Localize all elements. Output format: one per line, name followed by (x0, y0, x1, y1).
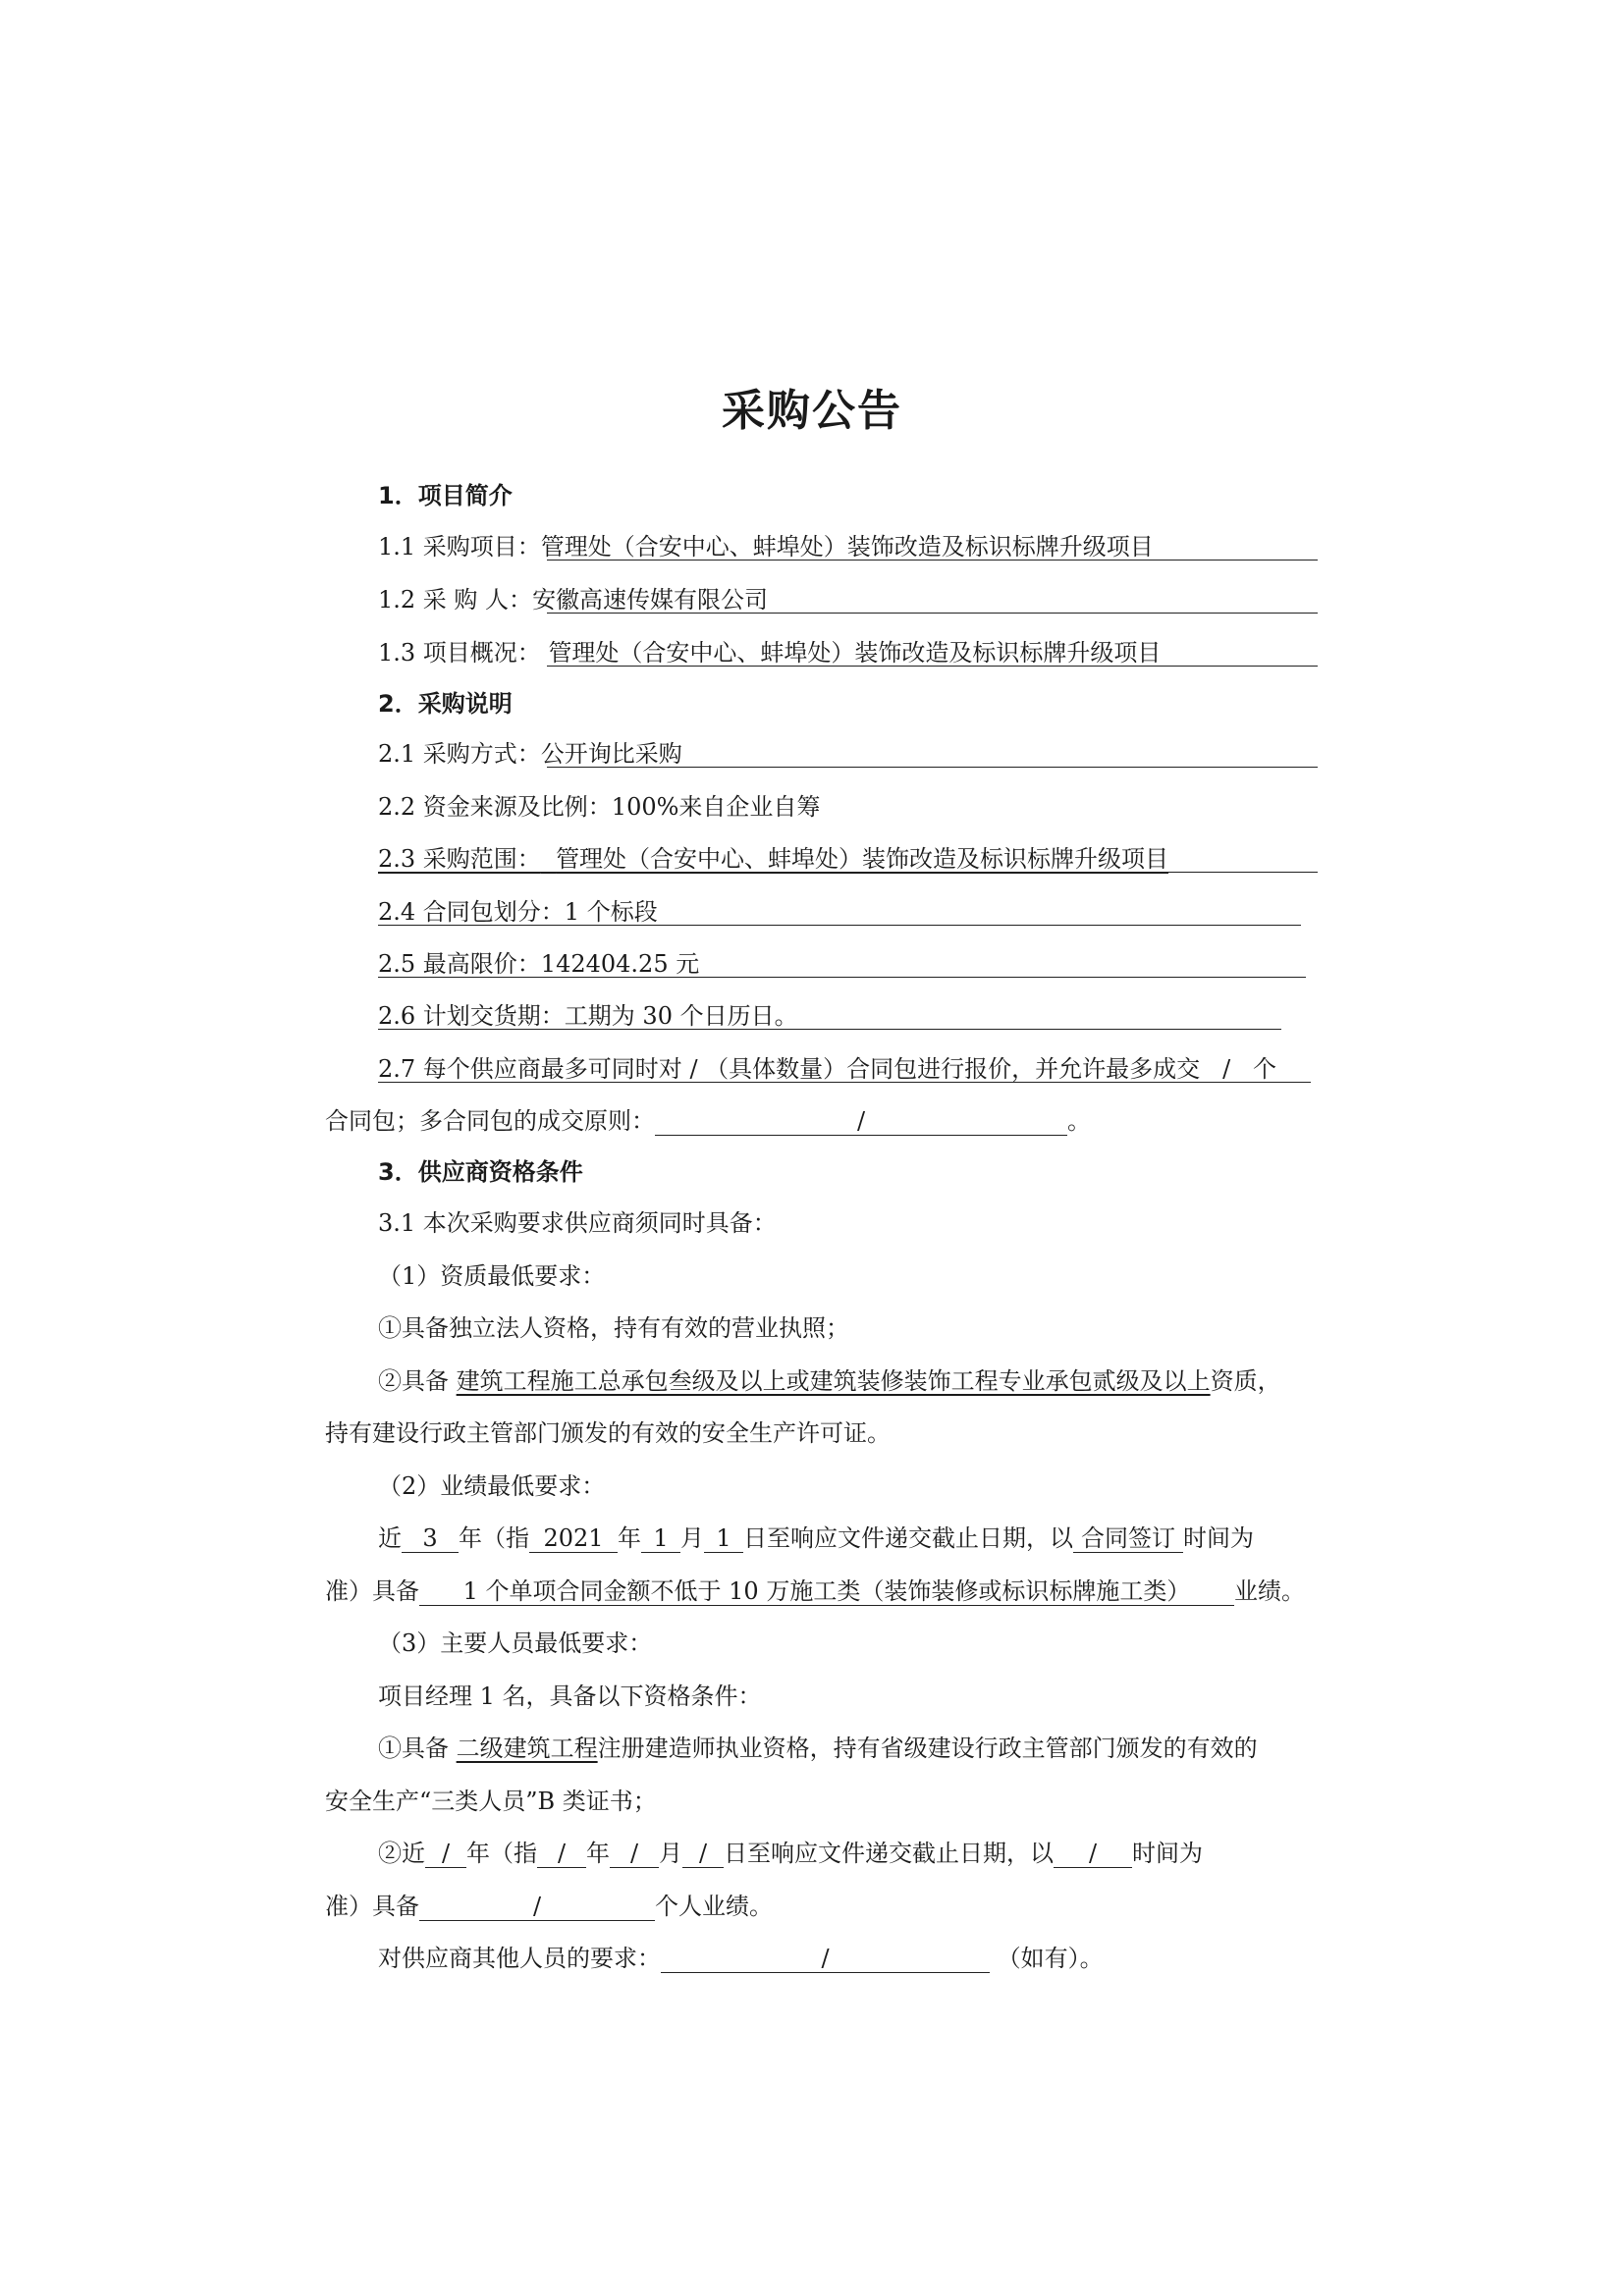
pm-b-blank-6 (419, 1893, 655, 1921)
item-2-5-value: 142404.25 元 (540, 950, 700, 978)
perf2-value: 1 个单项合同金额不低于 10 万施工类（装饰装修或标识标牌施工类） (462, 1577, 1191, 1605)
item-2-1-value: 公开询比采购 (540, 740, 682, 768)
item-1-2-label: 1.2 采 购 人： (378, 586, 533, 614)
item-2-1-underline (547, 767, 1318, 768)
section-2-heading: 2．采购说明 (378, 690, 513, 718)
perf-basis-blank (1073, 1524, 1183, 1553)
item-2-6 (378, 999, 798, 1033)
perf-ri: 日至响应文件递交截止日期，以 (743, 1524, 1073, 1552)
item-1-3 (378, 636, 1161, 669)
perf2-pre: 准）具备 (325, 1577, 419, 1605)
item-1-3-value: 管理处（合安中心、蚌埠处）装饰改造及标识标牌升级项目 (548, 639, 1162, 667)
perf-m: 1 (653, 1524, 669, 1552)
pm-b-c1: 准）具备 (325, 1893, 419, 1920)
perf-y: 2021 (543, 1524, 604, 1552)
perf2-blank (419, 1577, 1234, 1606)
item-2-7-end: 。 (1067, 1107, 1091, 1135)
item-2-4 (378, 895, 658, 929)
pm-a (378, 1732, 1258, 1765)
section-1-heading: 1．项目简介 (378, 482, 513, 509)
item-2-7-text-a: 2.7 每个供应商最多可同时对 (378, 1055, 682, 1083)
pm-a-post: 注册建造师执业资格，持有省级建设行政主管部门颁发的有效的 (597, 1735, 1258, 1762)
pm-b-slash-3: / (629, 1840, 639, 1867)
item-2-4-underline (378, 925, 1301, 926)
staff-heading: （3）主要人员最低要求： (378, 1629, 653, 1657)
pm-b-blank-3 (610, 1840, 659, 1868)
item-2-7 (378, 1052, 1276, 1086)
other-post: （如有）。 (997, 1945, 1104, 1972)
pm-b-blank-1 (425, 1840, 466, 1868)
perf-line-2 (325, 1575, 1305, 1608)
item-2-3 (378, 842, 1168, 876)
perf2-post: 业绩。 (1234, 1577, 1305, 1605)
other-blank (661, 1945, 990, 1973)
item-2-6-value: 工期为 30 个日历日。 (564, 1002, 798, 1030)
pm-b-blank-2 (537, 1840, 586, 1868)
pm-b-slash-6: / (532, 1893, 542, 1920)
perf-basis: 合同签订 (1081, 1524, 1175, 1552)
perf-yue: 月 (680, 1524, 704, 1552)
perf-heading: （2）业绩最低要求： (378, 1472, 606, 1500)
pm-b-blank-4 (682, 1840, 724, 1868)
item-2-4-label: 2.4 合同包划分： (378, 898, 565, 926)
item-2-4-value: 1 个标段 (564, 898, 658, 926)
item-2-7-blank (655, 1107, 1067, 1136)
item-2-2 (378, 790, 820, 824)
section-3-heading: 3．供应商资格条件 (378, 1158, 583, 1186)
item-1-1-value: 管理处（合安中心、蚌埠处）装饰改造及标识标牌升级项目 (540, 533, 1154, 561)
item-2-2-value: 100%来自企业自筹 (611, 793, 821, 821)
pm-b-5: 日至响应文件递交截止日期，以 (724, 1840, 1054, 1867)
perf-years: 3 (422, 1524, 438, 1552)
item-2-7-slash-a: / (689, 1055, 698, 1083)
item-1-1 (378, 530, 1154, 563)
qual-heading: （1）资质最低要求： (378, 1262, 606, 1290)
perf-d: 1 (716, 1524, 731, 1552)
pm-b (378, 1837, 1203, 1870)
item-2-5-label: 2.5 最高限价： (378, 950, 541, 978)
item-1-3-underline (547, 666, 1318, 667)
perf-time: 时间为 (1183, 1524, 1254, 1552)
other-pre: 对供应商其他人员的要求： (378, 1945, 661, 1972)
item-2-3-value: 管理处（合安中心、蚌埠处）装饰改造及标识标牌升级项目 (556, 845, 1169, 873)
pm-b-slash-1: / (441, 1840, 451, 1867)
item-2-7-text-b: （具体数量）合同包进行报价，并允许最多成交 (705, 1055, 1201, 1083)
pm-b-3: 年 (586, 1840, 610, 1867)
perf-years-blank (402, 1524, 459, 1553)
pm-b-2: 年（指 (466, 1840, 537, 1867)
pm-b-slash-2: / (557, 1840, 567, 1867)
item-2-6-label: 2.6 计划交货期： (378, 1002, 565, 1030)
perf-nian: 年 (618, 1524, 641, 1552)
pm-b-c2: 个人业绩。 (655, 1893, 773, 1920)
pm-a-value: 二级建筑工程 (456, 1735, 598, 1762)
item-1-2-value: 安徽高速传媒有限公司 (532, 586, 769, 614)
perf-near: 近 (378, 1524, 402, 1552)
qual-a: ①具备独立法人资格，持有有效的营业执照； (378, 1314, 849, 1342)
pm-b-6: 时间为 (1132, 1840, 1203, 1867)
other-slash: / (821, 1945, 830, 1972)
item-2-1 (378, 737, 682, 771)
item-1-1-underline (547, 560, 1318, 561)
perf-line (378, 1522, 1254, 1555)
item-1-2-underline (547, 613, 1318, 614)
qual-b-pre: ②具备 (378, 1367, 449, 1395)
pm-b-slash-5: / (1088, 1840, 1098, 1867)
pm-a-pre: ①具备 (378, 1735, 449, 1762)
item-3-1: 3.1 本次采购要求供应商须同时具备： (378, 1209, 777, 1237)
item-1-1-label: 1.1 采购项目： (378, 533, 541, 561)
item-2-3-label: 2.3 采购范围： (378, 845, 541, 873)
page-title: 采购公告 (722, 386, 902, 436)
item-2-6-underline (378, 1029, 1281, 1030)
item-1-2 (378, 583, 768, 616)
other-staff (378, 1942, 1104, 1975)
pm-b-blank-5 (1054, 1840, 1132, 1868)
item-2-7-underline (378, 1082, 1311, 1083)
item-2-5 (378, 947, 699, 981)
qual-b-cont: 持有建设行政主管部门颁发的有效的安全生产许可证。 (325, 1419, 891, 1447)
pm-b-cont (325, 1890, 773, 1923)
perf-d-blank (704, 1524, 743, 1553)
item-2-5-underline (378, 977, 1306, 978)
item-2-2-label: 2.2 资金来源及比例： (378, 793, 612, 821)
qual-b-post: 资质， (1210, 1367, 1281, 1395)
item-2-7-cont (325, 1104, 1091, 1138)
pm-b-4: 月 (659, 1840, 682, 1867)
perf-year-zh: 年（指 (459, 1524, 529, 1552)
item-2-7-slash-b: / (1222, 1055, 1231, 1083)
perf-m-blank (641, 1524, 680, 1553)
item-2-3-underline (378, 872, 1318, 873)
pm-b-slash-4: / (698, 1840, 708, 1867)
qual-b-value: 建筑工程施工总承包叁级及以上或建筑装修装饰工程专业承包贰级及以上 (456, 1367, 1211, 1395)
item-2-7-text-d: 合同包；多合同包的成交原则： (325, 1107, 655, 1135)
perf-y-blank (529, 1524, 618, 1553)
item-2-1-label: 2.1 采购方式： (378, 740, 541, 768)
item-2-7-slash-c: / (856, 1107, 866, 1135)
pm-a-cont: 安全生产“三类人员”B 类证书； (325, 1788, 657, 1815)
qual-b (378, 1364, 1281, 1398)
pm-line: 项目经理 1 名，具备以下资格条件： (378, 1682, 762, 1710)
item-1-3-label: 1.3 项目概况： (378, 639, 541, 667)
item-2-7-text-c: 个 (1253, 1055, 1277, 1083)
pm-b-1: ②近 (378, 1840, 425, 1867)
